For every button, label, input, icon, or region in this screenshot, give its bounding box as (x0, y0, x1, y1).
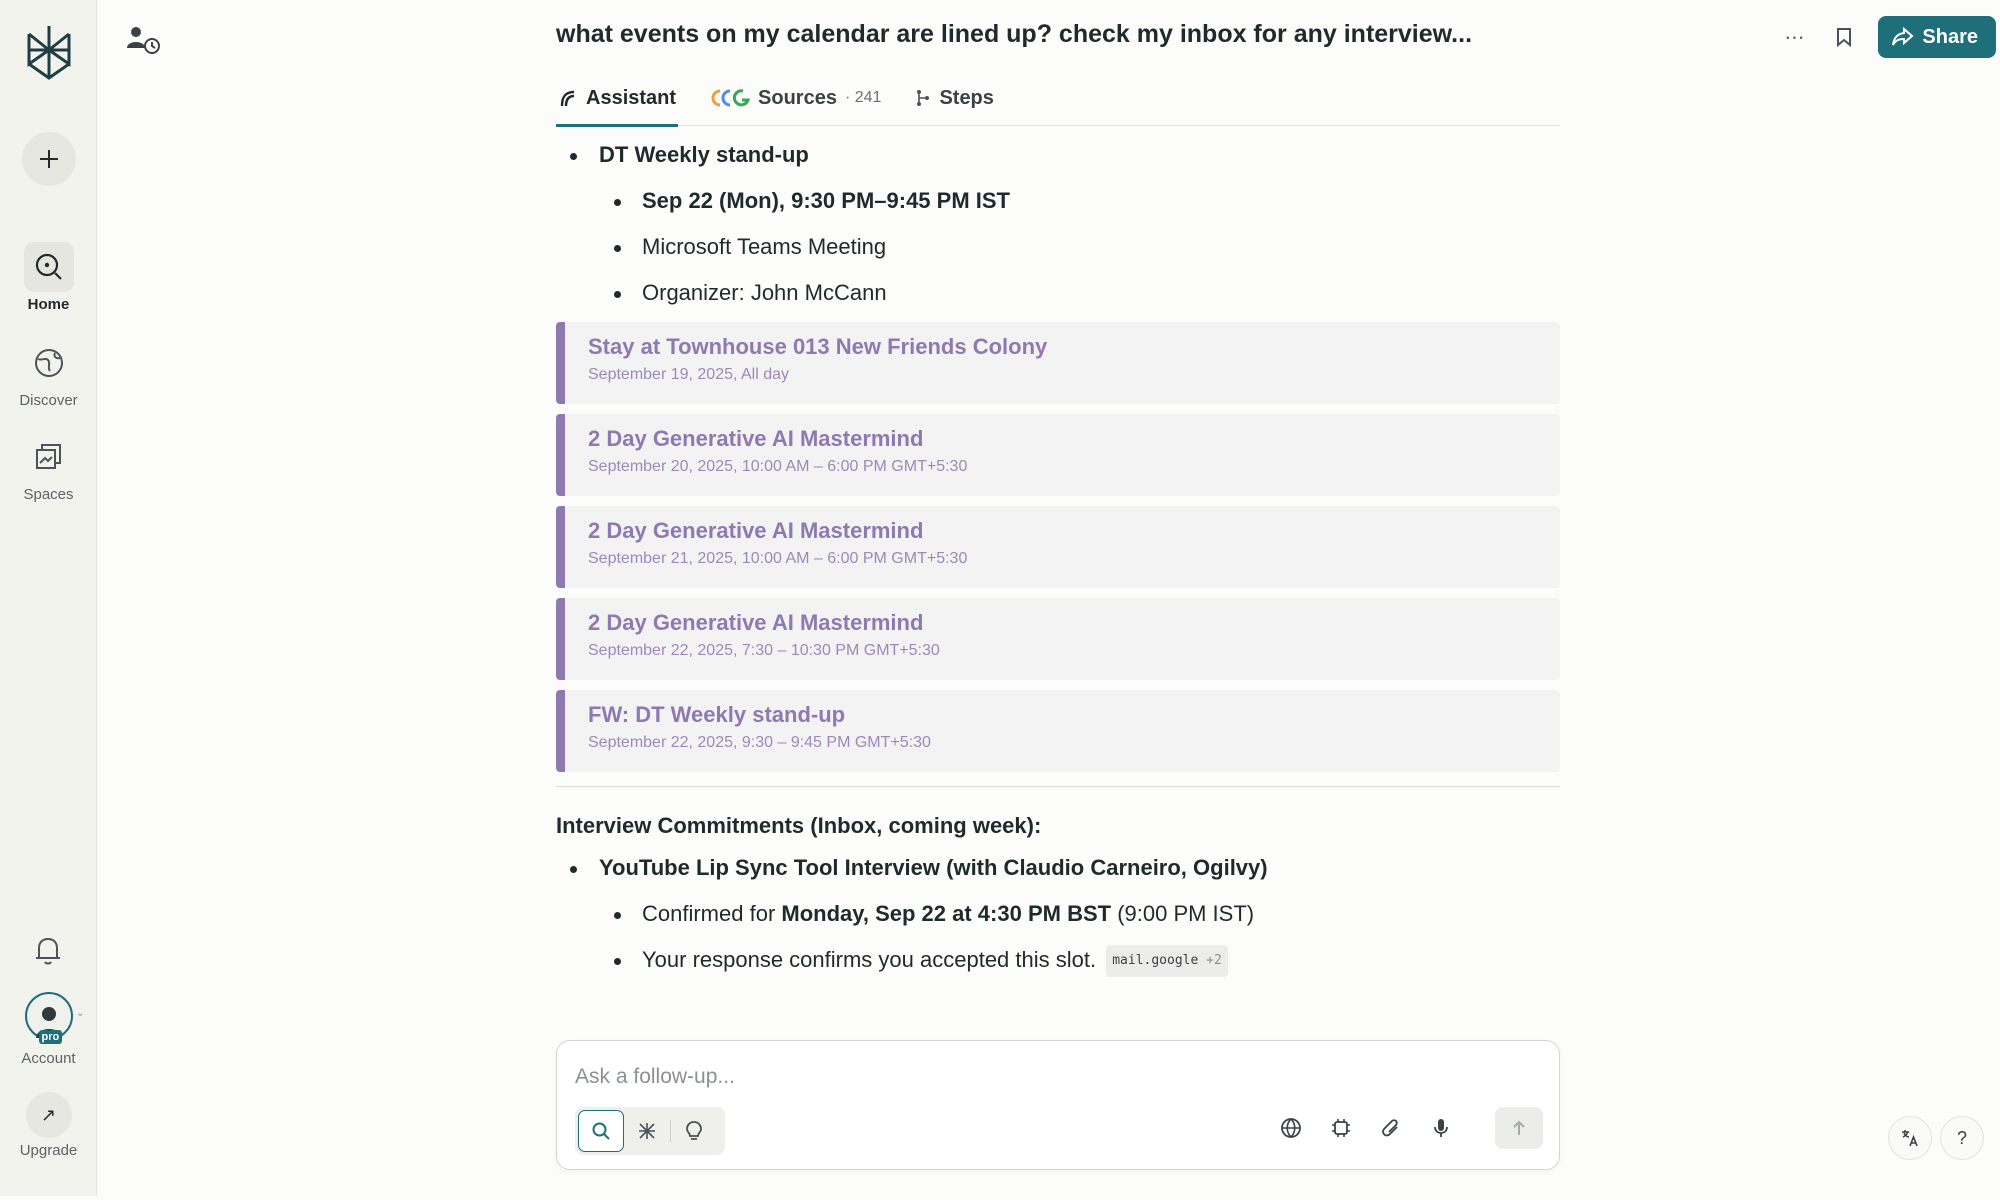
citation-more: +2 (1206, 953, 1222, 969)
help-icon: ? (1956, 1127, 1967, 1148)
interview-title: YouTube Lip Sync Tool Interview (with Claudio Carneiro, Ogilvy) (599, 855, 1268, 880)
interview-details (599, 899, 1560, 977)
list-item: Organizer: John McCann (556, 278, 1560, 308)
attach-button[interactable] (1375, 1107, 1407, 1149)
event-date: September 20, 2025, 10:00 AM – 6:00 PM GMT+5:30 (588, 458, 968, 475)
lightbulb-icon (685, 1120, 703, 1142)
translate-icon (1900, 1128, 1920, 1148)
web-sources-button[interactable] (1275, 1107, 1307, 1149)
labs-mode-button[interactable] (671, 1110, 717, 1152)
steps-icon (915, 88, 931, 108)
share-label: Share (1922, 25, 1978, 48)
perplexity-logo-icon[interactable] (24, 24, 74, 80)
response-text: Your response confirms you accepted this slot. (642, 947, 1097, 972)
event-title: 2 Day Generative AI Mastermind (588, 610, 924, 635)
calendar-event-card[interactable] (556, 690, 1560, 772)
bookmark-icon[interactable] (1828, 21, 1860, 53)
translate-button[interactable] (1888, 1116, 1932, 1160)
arrow-up-icon (1511, 1119, 1527, 1137)
tab-assistant[interactable] (556, 70, 678, 126)
microphone-icon (1432, 1117, 1450, 1139)
plus-icon (38, 148, 60, 170)
divider (556, 786, 1560, 787)
event-title: Stay at Townhouse 013 New Friends Colony (588, 334, 1048, 359)
event-list (556, 140, 1560, 308)
source-favicons-icon (710, 87, 750, 109)
confirmed-suffix: (9:00 PM IST) (1111, 901, 1255, 926)
list-item (556, 140, 1560, 308)
more-options-icon[interactable]: ⋯ (1784, 26, 1805, 49)
follow-up-composer (556, 1040, 1560, 1170)
account-label: Account (21, 1050, 76, 1067)
event-details (599, 186, 1560, 308)
tab-steps[interactable] (913, 70, 995, 126)
citation-source: mail.google (1112, 953, 1199, 969)
event-date: September 19, 2025, All day (588, 366, 790, 383)
avatar[interactable] (25, 992, 73, 1043)
confirmed-prefix: Confirmed for (642, 901, 782, 926)
event-title: 2 Day Generative AI Mastermind (588, 518, 924, 543)
citation-chip[interactable] (1106, 945, 1228, 977)
follow-up-input[interactable] (575, 1059, 1475, 1095)
interview-heading: Interview Commitments (Inbox, coming week): (556, 813, 1042, 838)
share-icon (1892, 27, 1914, 47)
sidebar-item-discover[interactable] (0, 338, 97, 409)
calendar-event-card[interactable] (556, 598, 1560, 680)
sidebar-item-spaces[interactable] (0, 432, 97, 503)
calendar-event-card[interactable] (556, 414, 1560, 496)
list-item (556, 945, 1560, 977)
spaces-icon (33, 441, 65, 473)
interview-list (556, 853, 1560, 977)
event-title: FW: DT Weekly stand-up (588, 702, 846, 727)
calendar-event-card[interactable] (556, 322, 1560, 404)
search-mode-selector (575, 1107, 725, 1155)
header-actions (1778, 16, 1996, 58)
upgrade-button[interactable] (0, 1092, 97, 1159)
new-thread-button[interactable] (22, 132, 76, 186)
research-mode-button[interactable] (624, 1110, 670, 1152)
answer-content (556, 140, 1560, 993)
globe-icon (1280, 1117, 1302, 1139)
cpu-chip-icon (1330, 1117, 1352, 1139)
event-title: 2 Day Generative AI Mastermind (588, 426, 924, 451)
composer-tools (1275, 1107, 1543, 1149)
chevron-down-icon: ⌄ (76, 1008, 85, 1019)
help-button[interactable] (1940, 1116, 1984, 1160)
sidebar-item-home[interactable] (0, 242, 97, 313)
sidebar (0, 0, 97, 1196)
list-item (556, 899, 1560, 929)
list-item (556, 853, 1560, 977)
tab-sources[interactable] (708, 70, 883, 126)
account-menu[interactable] (0, 992, 97, 1067)
globe-icon (33, 347, 65, 379)
event-heading: DT Weekly stand-up (599, 142, 809, 167)
upgrade-label: Upgrade (19, 1142, 78, 1159)
thread-title: what events on my calendar are lined up? check my inbox for any interview... (556, 20, 1473, 48)
event-date: September 22, 2025, 9:30 – 9:45 PM GMT+5:30 (588, 734, 931, 751)
arrow-up-right-icon: ↗ (26, 1092, 72, 1138)
home-search-icon (34, 252, 64, 282)
event-date: September 22, 2025, 7:30 – 10:30 PM GMT+5:30 (588, 642, 940, 659)
share-button[interactable] (1878, 16, 1996, 58)
event-date: September 21, 2025, 10:00 AM – 6:00 PM GMT+5:30 (588, 550, 968, 567)
model-select-button[interactable] (1325, 1107, 1357, 1149)
tab-label: Sources (758, 86, 837, 109)
confirmed-time: Monday, Sep 22 at 4:30 PM BST (781, 901, 1112, 926)
assistant-icon (558, 88, 578, 108)
sidebar-item-label: Home (27, 296, 70, 313)
tab-label: Steps (939, 86, 994, 109)
search-icon (591, 1121, 611, 1141)
calendar-event-card[interactable] (556, 506, 1560, 588)
list-item: Sep 22 (Mon), 9:30 PM–9:45 PM IST (556, 186, 1560, 216)
submit-button[interactable] (1495, 1107, 1543, 1149)
search-mode-button[interactable] (578, 1110, 624, 1152)
thread-history-icon[interactable] (124, 22, 164, 63)
sidebar-item-label: Discover (19, 392, 78, 409)
paperclip-icon (1381, 1117, 1401, 1139)
result-tabs (556, 70, 1560, 126)
sidebar-item-label: Spaces (23, 486, 74, 503)
sources-count: · 241 (844, 89, 882, 106)
tab-label: Assistant (586, 86, 677, 109)
voice-input-button[interactable] (1425, 1107, 1457, 1149)
pro-badge: pro (39, 1030, 63, 1044)
research-icon (637, 1121, 657, 1141)
list-item: Microsoft Teams Meeting (556, 232, 1560, 262)
notifications-bell-icon[interactable] (30, 932, 66, 973)
calendar-event-cards (556, 322, 1560, 772)
